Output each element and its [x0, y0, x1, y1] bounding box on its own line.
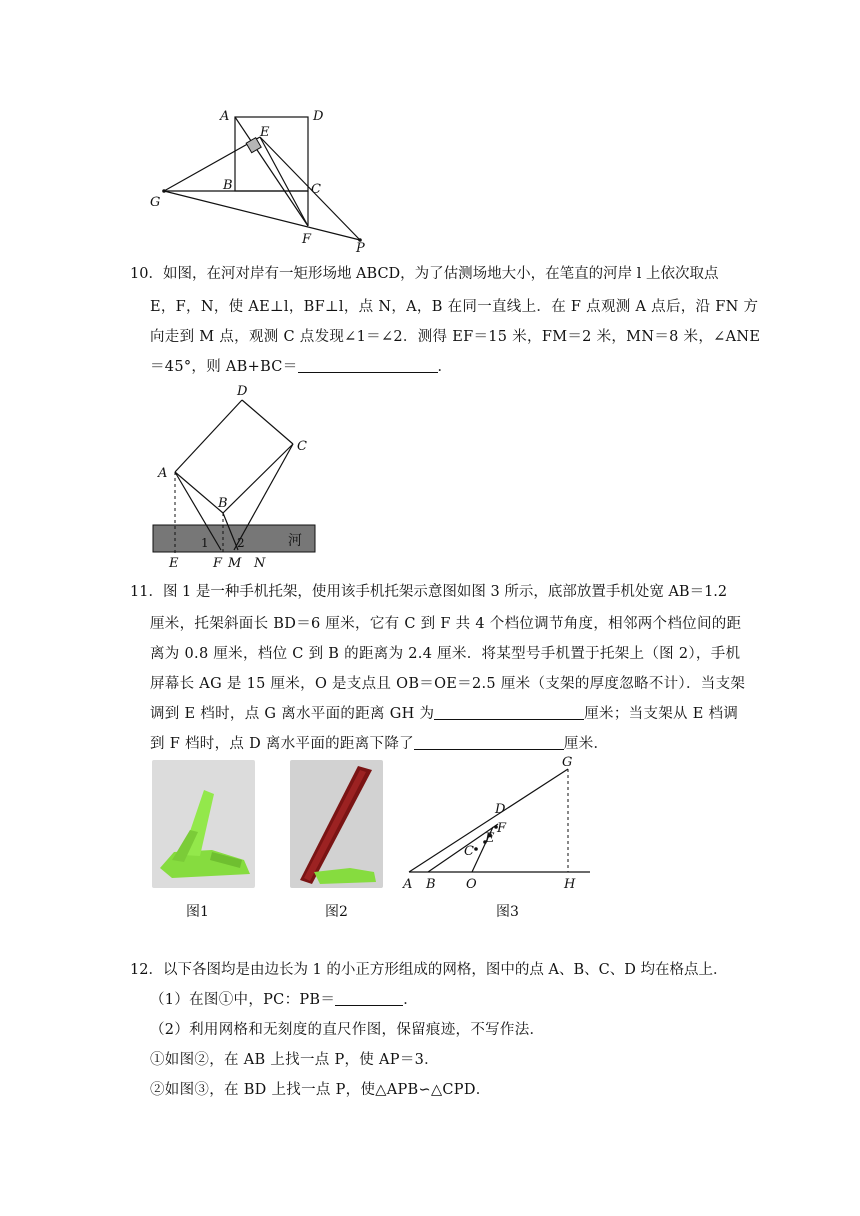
label-A: A	[158, 466, 168, 481]
label-2: 2	[237, 536, 245, 550]
caption-fig3: 图3	[496, 904, 519, 920]
label-B: B	[426, 877, 436, 892]
label-F: F	[302, 232, 312, 247]
answer-blank-gh[interactable]	[434, 705, 584, 720]
label-B: B	[218, 496, 228, 511]
q11-line3: 离为 0.8 厘米，档位 C 到 B 的距离为 2.4 厘米．将某型号手机置于托架上（图 2），手机	[150, 646, 741, 662]
q10-line4-text: ＝45°，则 AB+BC＝	[150, 359, 298, 375]
q12-line2-end: ．	[403, 992, 418, 1008]
q12-line2-text: （1）在图①中，PC：PB＝	[150, 992, 336, 1008]
photo-stand	[152, 760, 255, 888]
caption-fig2: 图2	[325, 904, 348, 920]
label-C: C	[297, 439, 307, 454]
q12-line3: （2）利用网格和无刻度的直尺作图，保留痕迹，不写作法．	[150, 1022, 545, 1038]
label-M: M	[228, 556, 242, 570]
q12-line4: ①如图②，在 AB 上找一点 P，使 AP＝3．	[150, 1052, 439, 1068]
q11-line5-end: 厘米；当支架从 E 档调	[584, 706, 739, 722]
label-E: E	[169, 556, 179, 570]
label-F: F	[497, 821, 507, 836]
q10-line2: E，F，N，使 AE⊥l，BF⊥l，点 N，A，B 在同一直线上．在 F 点观测 A 点后，沿 FN 方	[150, 299, 759, 315]
label-B: B	[223, 178, 233, 193]
label-C: C	[311, 182, 321, 197]
q11-line5-text: 调到 E 档时，点 G 离水平面的距离 GH 为	[150, 706, 435, 722]
q10-line1: 10．如图，在河对岸有一矩形场地 ABCD，为了估测场地大小，在笔直的河岸 l 上依次取点	[130, 266, 719, 282]
q11-line6-end: 厘米．	[563, 736, 609, 752]
label-H: H	[564, 877, 576, 892]
q11-line5	[150, 702, 738, 723]
label-C: C	[464, 844, 474, 859]
label-A: A	[403, 877, 413, 892]
q12-line2	[150, 988, 418, 1009]
q12-line1: 12．以下各图均是由边长为 1 的小正方形组成的网格，图中的点 A、B、C、D 均在格点上．	[130, 962, 728, 978]
label-D: D	[495, 802, 506, 817]
q11-line4: 屏幕长 AG 是 15 厘米，O 是支点且 OB＝OE＝2.5 厘米（支架的厚度忽略不计）．当支架	[150, 676, 746, 692]
label-O: O	[466, 877, 477, 892]
label-P: P	[356, 241, 365, 256]
q11-line1: 11．图 1 是一种手机托架，使用该手机托架示意图如图 3 所示，底部放置手机处宽 AB＝1.2	[130, 584, 728, 600]
label-G: G	[150, 195, 161, 210]
photo-phone-on-stand	[290, 760, 383, 888]
answer-blank-d[interactable]	[414, 735, 564, 750]
figure-q9	[140, 100, 380, 260]
answer-blank-ratio[interactable]	[335, 991, 403, 1006]
q11-line6	[150, 732, 608, 753]
q10-line3: 向走到 M 点，观测 C 点发现∠1＝∠2．测得 EF＝15 米，FM＝2 米，MN＝8 米，∠ANE	[150, 329, 761, 345]
label-F: F	[213, 556, 223, 570]
label-E: E	[485, 831, 495, 846]
label-G: G	[562, 755, 573, 770]
label-E: E	[260, 125, 270, 140]
label-D: D	[237, 384, 248, 399]
label-1: 1	[201, 536, 209, 550]
figure-q10	[150, 380, 320, 570]
caption-fig1: 图1	[186, 904, 209, 920]
river-label: 河	[288, 533, 302, 549]
q10-line4	[150, 355, 452, 376]
answer-blank[interactable]	[298, 358, 438, 373]
q10-line4-end: ．	[437, 359, 453, 375]
q12-line5: ②如图③，在 BD 上找一点 P，使△APB∽△CPD．	[150, 1082, 491, 1098]
label-D: D	[313, 109, 324, 124]
figure-3	[400, 755, 590, 895]
q11-line2: 厘米，托架斜面长 BD＝6 厘米，它有 C 到 F 共 4 个档位调节角度，相邻两个档位间的距	[150, 616, 742, 632]
label-A: A	[220, 109, 230, 124]
label-N: N	[254, 556, 266, 570]
q11-line6-text: 到 F 档时，点 D 离水平面的距离下降了	[150, 736, 414, 752]
